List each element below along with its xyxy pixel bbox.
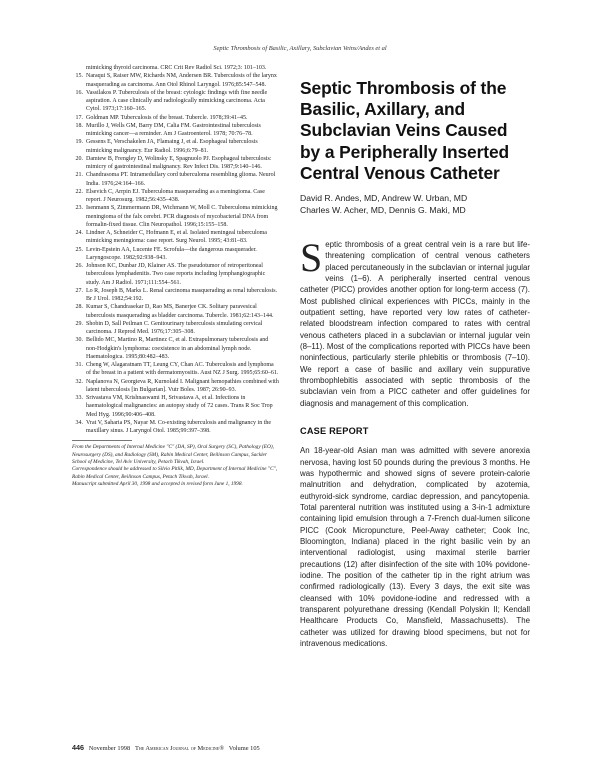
reference-number: 34. (75, 419, 83, 426)
reference-item (72, 336, 280, 361)
article-title: Septic Thrombosis of the Basilic, Axillary, and Subclavian Veins Caused by a Peripherally Inserted Central Venous Catheter (300, 78, 510, 183)
reference-number: 29. (75, 320, 83, 327)
section-heading-case-report: CASE REPORT (300, 426, 369, 437)
reference-item (72, 171, 280, 188)
reference-number: 16. (75, 89, 83, 96)
intro-paragraph (300, 235, 530, 409)
reference-item (72, 64, 280, 72)
reference-text: Isenmann S, Zimmermann DR, Wichmann W, Moll C. Tuberculoma mimicking meningioma of the falx cerebri. PCR diagnosis of mycobacterial DNA from formalin-fixed tissue. Clin Neuropathol. 1996;15:155–158. (86, 205, 278, 228)
reference-number: 15. (75, 73, 83, 80)
reference-item (72, 378, 280, 395)
page-number: 446 (72, 743, 84, 752)
page-footer (72, 743, 260, 752)
reference-text: Naraqui S, Raiser MW, Richards NM, Andersen BR. Tuberculosis of the larynx masquerading as carcinoma. Ann Otol Rhinol Laryngol. 1976;85:547–548. (86, 73, 277, 88)
reference-text: Goldman MP. Tuberculosis of the breast. Tubercle. 1978;39:41–45. (86, 114, 248, 121)
reference-number: 32. (75, 378, 83, 385)
reference-number: 26. (75, 263, 83, 269)
journal-name: The American Journal of Medicine® (134, 745, 225, 752)
reference-list (72, 64, 280, 435)
authors-line-1: David R. Andes, MD, Andrew W. Urban, MD (300, 193, 468, 204)
reference-text: Damtew B, Frengley D, Wolinsky E, Spagnuolo PJ. Esophageal tuberculosis: mimicry of gastrointestinal malignancy. Rev Infect Dis. 1987;9:140–146. (86, 155, 272, 170)
reference-text: Naplanova N, Georgieva R, Kurnolaid I. Malignant hemopathies combined with latent tuberculosis [in Bulgarian]. Vutr Boles. 1987; 26:90–93. (86, 378, 279, 393)
reference-text: Vassilakos P. Tuberculosis of the breast: cytologic findings with fine needle aspiration. A case clinically and radiologically mimicking carcinoma. Acta Cytol. 1973;17:160–165. (86, 89, 268, 113)
reference-item (72, 419, 280, 436)
reference-item (72, 303, 280, 320)
reference-text: Shobin D, Sall Peilman C. Genitourinary tuberculosis simulating cervical carcinoma. J Reprod Med. 1976;17:305–308. (86, 320, 263, 335)
reference-text: Gessens E, Verschakelen JA, Flamaing J, et al. Esophageal tuberculosis mimicking malignancy. Eur Radiol. 1996;6:79–81. (86, 139, 258, 154)
reference-item (72, 72, 280, 89)
reference-text: Vrat V, Saharia PS, Nayar M. Co-existing tuberculosis and malignancy in the maxillary sinus. J Laryngol Otol. 1985;99:397–398. (86, 419, 272, 434)
reference-item (72, 138, 280, 155)
reference-text: Lindner A, Schneider C, Hofmann E, et al. Isolated meningeal tuberculoma mimicking meningioma: case report. Surg Neurol. 1995; 43:81–83. (86, 230, 267, 245)
reference-number: 27. (75, 287, 83, 294)
reference-text: Murillo J, Wells GM, Barry DM, Calia FM. Gastrointestinal tuberculosis mimicking cancer—a reminder. Am J Gastroenterol. 1978; 70:76–78. (86, 122, 261, 137)
reference-item (72, 320, 280, 337)
footnote-correspondence: Correspondence should be addressed to Silvio Pitlik, MD, Department of Internal Medicine "C", Rabin Medical Center, Beilinson Campus, Petach Tikvah, Israel. (72, 466, 278, 480)
reference-item (72, 361, 280, 378)
reference-number: 24. (75, 230, 83, 236)
reference-number: 17. (75, 114, 83, 121)
article-column (300, 78, 530, 649)
reference-item (72, 188, 280, 205)
reference-text: Levin-Epstein AA, Lucente FE. Scrofula—the dangerous masquerader. Laryngoscope. 1982;92:938–943. (86, 246, 257, 261)
intro-text: eptic thrombosis of a great central vein is a rare but life-threatening complication of central venous catheters placed percutaneously in the subclavian or internal jugular veins (1–6). A peripherally inserted central venous catheter (PICC) provides another option for long-term access (7). Most published clinical experiences with PICCs, mainly in the outpatient setting, have reported very low rates of catheter-related bloodstream infection compared to rates with central venous catheters placed in a subclavian or internal jugular vein (8–11). Most of the complications reported with PICCs have been noninfectious, particularly sterile phlebitis or thrombosis (7–10). We report a case of basilic and axillary vein suppurative thrombophlebitis associated with septic thrombosis of the subclavian vein from a PICC catheter and offer guidelines for diagnosis and management of this complication. (300, 240, 530, 408)
reference-item (72, 262, 280, 287)
drop-cap: S (300, 235, 323, 281)
reference-number: 33. (75, 395, 83, 401)
reference-number: 20. (75, 155, 83, 162)
running-head: Septic Thrombosis of Basilic, Axillary, Subclavian Veins/Andes et al (213, 45, 387, 52)
case-report-paragraph: An 18-year-old Asian man was admitted with severe anorexia nervosa, having lost 50 pounds during the previous 3 months. He was hypothermic and showed signs of severe protein-calorie malnutrition and dehydration, complicated by azotemia, euthyroid-sick syndrome, cardiac depression, and pancytopenia. Total parenteral nutrition was instituted using a 3-in-1 admixture containing lipid emulsion through a 7-French dual-lumen silicone PICC (Cook Micropuncture, Peel-Away catheter; Cook Inc, Bloomington, Indiana) placed in the right basilic vein by an interventional radiologist, using maximal sterile barrier precautions (12) after disinfection of the site with 10% povidone-iodine. The position of the catheter tip in the right atrium was confirmed radiologically (13). Every 3 days, the exit site was cleansed with 10% povidone-iodine and redressed with a transparent polyurethane dressing (Kendall Polyskin II; Kendall Healthcare Products Co, Mansfield, Massachusetts). The catheter was utilized for drawing blood specimens, but not for intravenous medications. (300, 446, 530, 649)
reference-number: 25. (75, 246, 83, 253)
reference-text: Johnson KC, Dunbar JD, Klainer AS. The pseudotumor of retroperitoneal tuberculous lymphadenitis. Two case reports including lymphangiographic study. Am J Radiol. 1971;111:554–561. (86, 263, 266, 286)
reference-item (72, 246, 280, 263)
reference-text: Kumar S, Chandrasekar D, Rao MS, Banerjee CK. Solitary paravesical tuberculosis masquerading as bladder carcinoma. Tubercle. 1981;62:143–144. (86, 304, 274, 319)
reference-item (72, 394, 280, 419)
reference-number: 19. (75, 139, 83, 146)
footnote-manuscript: Manuscript submitted April 30, 1998 and accepted in revised form June 1, 1998. (72, 481, 243, 488)
footnote-rule (72, 440, 132, 441)
reference-text: Chandrasoma PT. Intramedullary cord tuberculoma resembling glioma. Neurol India. 1976;24:164–166. (86, 172, 276, 187)
reference-text: Lo R, Joseph B, Marks L. Renal carcinoma masquerading as renal tuberculosis. Br J Urol. 1982;54:192. (86, 287, 278, 302)
reference-text: mimicking thyroid carcinoma. CRC Crit Rev Radiol Sci. 1972;3: 101–103. (86, 65, 267, 71)
reference-text: Bellido MC, Martino R, Martinez C, et al. Extrapulmonary tuberculosis and non-Hodgkin's lymphoma: coexistence in an abdominal lymph node. Haematologica. 1995;80:482–483. (86, 337, 269, 360)
reference-number: 23. (75, 205, 83, 212)
article-authors (300, 192, 530, 216)
reference-number: 28. (75, 304, 83, 311)
reference-number: 21. (75, 172, 83, 179)
reference-item (72, 155, 280, 172)
reference-item (72, 229, 280, 246)
issue-date: November 1998 (88, 745, 131, 752)
authors-line-2: Charles W. Acher, MD, Dennis G. Maki, MD (300, 205, 466, 216)
reference-number: 22. (75, 188, 83, 195)
reference-item (72, 287, 280, 304)
reference-item (72, 122, 280, 139)
reference-item (72, 114, 280, 122)
reference-number: 18. (75, 122, 83, 129)
reference-item (72, 204, 280, 229)
reference-text: Cheng W, Alagaratnam TT, Leung CY, Chan AC. Tuberculosis and lymphoma of the breast in a patient with dermatomyositis. Aust NZ J Surg. 1995;65:60–61. (86, 362, 279, 377)
volume-number: Volume 105 (228, 745, 260, 752)
left-column (72, 64, 280, 489)
reference-item (72, 89, 280, 114)
reference-number: 31. (75, 362, 83, 368)
reference-number: 30. (75, 337, 83, 344)
reference-text: Srivastava VM, Krishnaswami H, Srivastava A, et al. Infections in haematological malignancies: an autopsy study of 72 cases. Trans R Soc Trop Med Hyg. 1996;90:406–408. (86, 395, 273, 418)
reference-text: Elsevich C, Arrpin EJ. Tuberculoma masquerading as a meningioma. Case report. J Neurosurg. 1982;56:435–438. (86, 188, 265, 203)
footnote-affiliations: From the Departments of Internal Medicine "C" (DA, SP), Oral Surgery (SC), Pathology (EO), Neurosurgery (DS), and Radiology (SM), Rabin Medical Center, Beilinson Campus, Sackler School of Medicine, Tel Aviv University, Petach Tikvah, Israel. (72, 444, 274, 466)
